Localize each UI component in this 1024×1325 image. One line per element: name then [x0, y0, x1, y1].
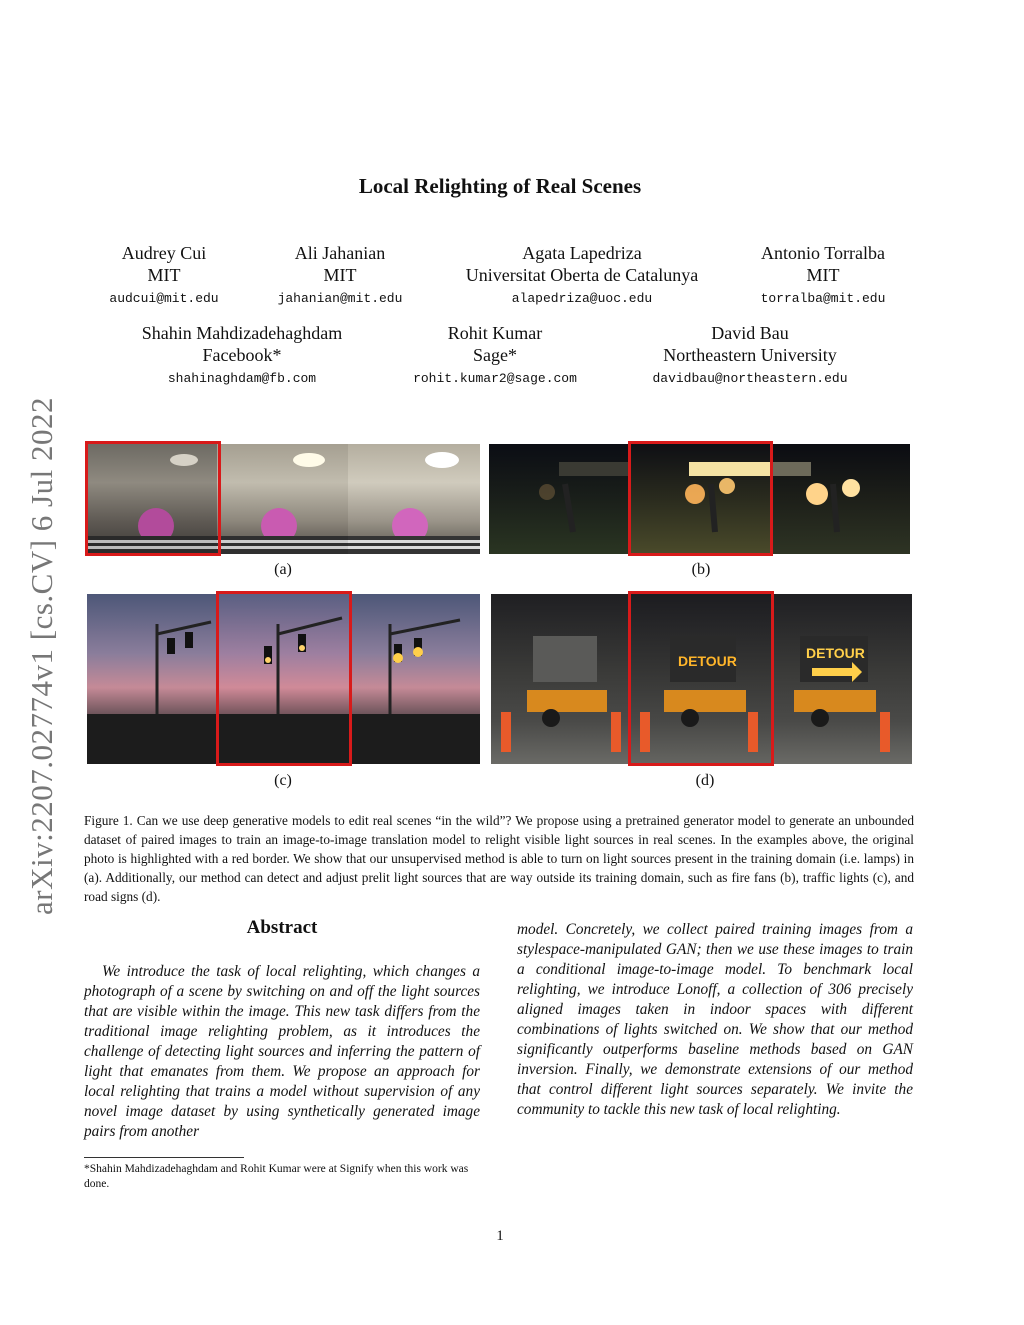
figure-label-c: (c): [274, 772, 292, 789]
author-name: Antonio Torralba: [761, 243, 885, 263]
author-name: Agata Lapedriza: [522, 243, 642, 263]
author-affiliation: Universitat Oberta de Catalunya: [465, 265, 699, 285]
author-name: Ali Jahanian: [294, 243, 386, 263]
photo-relit: [87, 594, 218, 764]
author-name: David Bau: [711, 323, 789, 343]
author-affiliation: MIT: [806, 265, 840, 285]
author-email: audcui@mit.edu: [109, 291, 219, 306]
photo-relit: [489, 444, 629, 554]
author-block: [262, 242, 418, 308]
detour-sign-text: DETOUR: [678, 653, 737, 669]
original-highlight-border: [85, 441, 221, 556]
abstract-heading: Abstract: [246, 917, 318, 938]
author-email: shahinaghdam@fb.com: [167, 371, 317, 386]
paper-title: Local Relighting of Real Scenes: [358, 174, 642, 198]
figure-label-a: (a): [274, 561, 292, 578]
photo-relit: [772, 594, 912, 764]
author-block: [398, 322, 592, 388]
author-name: Audrey Cui: [121, 243, 207, 263]
author-affiliation: Facebook*: [202, 345, 282, 365]
figure-strip-d: [491, 594, 912, 764]
page-number: 1: [496, 1228, 504, 1244]
figure-label-d: (d): [695, 772, 715, 789]
author-email: davidbau@northeastern.edu: [652, 371, 848, 386]
footnote: *Shahin Mahdizadehaghdam and Rohit Kumar were at Signify when this work was done.: [84, 1163, 469, 1190]
author-block: [94, 242, 234, 308]
author-email: torralba@mit.edu: [760, 291, 886, 306]
figure-label-b: (b): [691, 561, 711, 578]
author-block: [630, 322, 870, 388]
author-block: [440, 242, 724, 308]
author-email: rohit.kumar2@sage.com: [413, 371, 577, 386]
photo-relit: [491, 594, 630, 764]
abstract-text-left: We introduce the task of local relighting, which changes a photograph of a scene by switching on and off the light sources that are visible within the image. This new task differs from the traditional image relighting problem, as it introduces the challenge of detecting light sources and inferring the pattern of light that emanates from them. We propose an approach for local relighting that trains a model without supervision of any novel image dataset by using synthetically generated image pairs from another: [84, 963, 480, 1140]
original-highlight-border: [628, 591, 774, 766]
author-block: [744, 242, 902, 308]
figure-strip-b: [489, 444, 910, 554]
author-affiliation: Northeastern University: [663, 345, 837, 365]
photo-relit: [771, 444, 910, 554]
author-email: jahanian@mit.edu: [277, 291, 403, 306]
detour-sign-text: DETOUR: [806, 645, 865, 661]
original-highlight-border: [628, 441, 773, 556]
figure-strip-a: [86, 444, 480, 554]
author-email: alapedriza@uoc.edu: [511, 291, 653, 306]
footnote-rule: [84, 1157, 244, 1158]
author-affiliation: MIT: [147, 265, 181, 285]
author-name: Rohit Kumar: [447, 323, 543, 343]
author-name: Shahin Mahdizadehaghdam: [141, 323, 343, 343]
author-affiliation: Sage*: [473, 345, 517, 365]
figure-strip-c: [87, 594, 480, 764]
author-affiliation: MIT: [323, 265, 357, 285]
figure-caption: Figure 1. Can we use deep generative models to edit real scenes “in the wild”? We propose using a pretrained generator model to generate an unbounded dataset of paired images to train an image-to-image translation model to relight visible light sources in real scenes. In the examples above, the original photo is highlighted with a red border. We show that our unsupervised method is able to turn on light sources present in the training domain (i.e. lamps) in (a). Additionally, our method can detect and adjust prelit light sources that are way outside its training domain, such as fire fans (b), traffic lights (c), and road signs (d).: [84, 813, 914, 904]
photo-relit: [348, 444, 480, 554]
photo-relit: [350, 594, 480, 764]
photo-relit: [217, 444, 348, 554]
original-highlight-border: [216, 591, 352, 766]
abstract-text-right: model. Concretely, we collect paired training images from a stylespace-manipulated GAN; then we use these images to train a conditional image-to-image model. To benchmark local relighting, we introduce Lonoff, a collection of 306 precisely aligned images taken in indoor spaces with different combinations of lights switched on. We show that our method significantly outperforms baseline methods based on GAN inversion. Finally, we demonstrate extensions of our method that control different light sources separately. We invite the community to tackle this new task of local relighting.: [517, 921, 913, 1118]
arxiv-stamp: arXiv:2207.02774v1 [cs.CV] 6 Jul 2022: [24, 397, 59, 915]
author-block: [122, 322, 362, 388]
